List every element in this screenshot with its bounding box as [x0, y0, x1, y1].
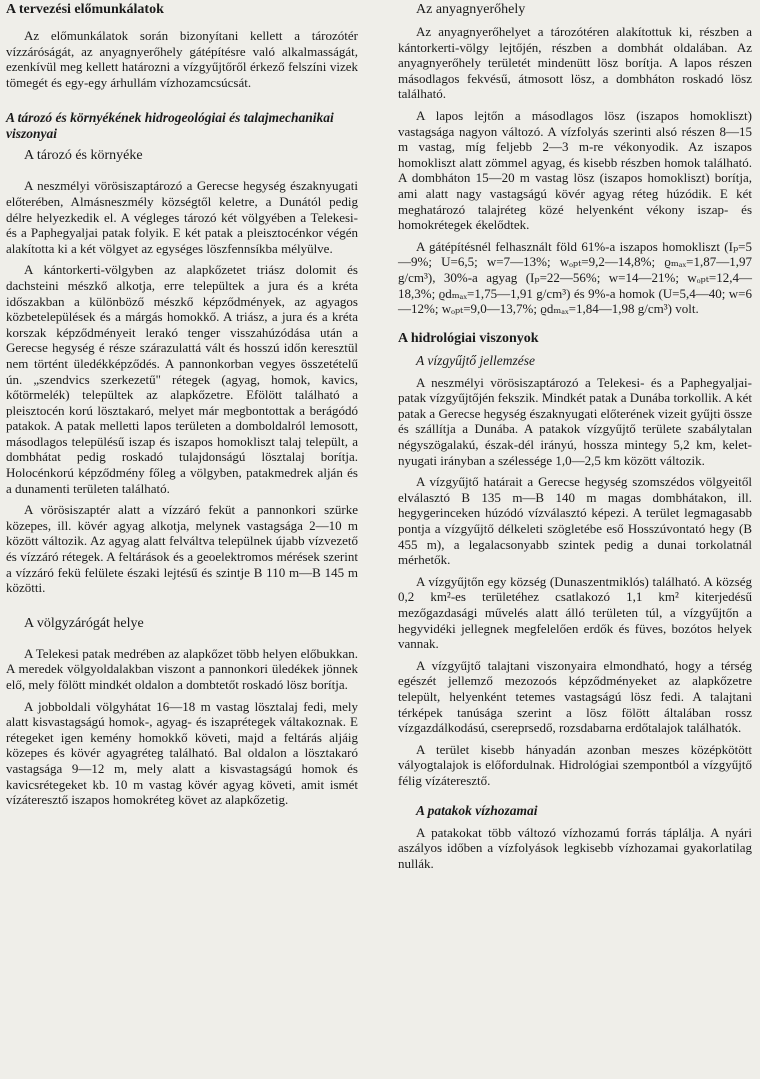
section-heading-hidrogeologiai: A tározó és környékének hidrogeológiai és talajmechanikai viszonyai [6, 110, 334, 142]
section-heading-hidrologiai: A hidrológiai viszonyok [398, 330, 539, 346]
paragraph-vizgyujto-5: A terület kisebb hányadán azonban meszes középkötött vályogtalajok is előfordulnak. Hidrológiai szempontból a vízgyűjtő félig vízáteresztő. [398, 741, 752, 788]
subheading-patakok: A patakok vízhozamai [416, 802, 538, 818]
subheading-tarozo: A tározó és környéke [24, 148, 143, 164]
section-heading-tervezesi: A tervezési előmunkálatok [6, 2, 164, 17]
subheading-vizgyujto: A vízgyűjtő jellemzése [416, 352, 535, 368]
paragraph-elomunkalatok: Az előmunkálatok során bizonyítani kellett a tározótér vízzáróságát, az anyagnyerőhely gátépítésre való alkalmasságát, ezenkívül meg kellett határozni a vízgyűjtőről érkező felszíni vizek tömegét és egy-egy árhullám vízhozamcsúcsát. [6, 28, 358, 90]
paragraph-volgyzaro-1: A Telekesi patak medrében az alapkőzet több helyen előbukkan. A meredek völgyoldalakban viszont a pannonkori üledékek jönnek elő, mely fölött mindkét oldalon a dombtetőt roskadó lösz borítja. [6, 645, 358, 692]
paragraph-tarozo-1: A neszmélyi vörösiszaptározó a Gerecse hegység északnyugati előterében, Almásneszmély községtől keletre, a Dunától pedig délre helyezkedik el. A végleges tározó két völgyében a Telekesi- és a Paphegyaljai patak folyik. E két patak a pleisztocénkor végén alakította ki a két völgyet az egységes löszfennsíkba mélyülve. [6, 178, 358, 256]
paragraph-vizgyujto-4: A vízgyűjtő talajtani viszonyaira elmondható, hogy a térség egészét jellemző mezozoós képződményeket az alapkőzetre települt, helyenként tetemes vastagságú lösz fedi. A talajtani térképek tanúsága szerint a lösz fölött általában rossz vízgazdálkodású, csereprsedő, rozsdabarna erdőtalajok találhatók. [398, 657, 752, 736]
paragraph-anyagnyero-3: A gátépítésnél felhasznált föld 61%-a iszapos homokliszt (Iₚ=5—9%; U=6,5; w=7—13%; wₒₚₜ=9,2—14,8%; ϱₘₐₓ=1,87—1,97 g/cm³), 30%-a agyag (Iₚ=22—56%; w=14—21%; wₒₚₜ=12,4—18,3%; ϱdₘₐₓ=1,75—1,91 g/cm³) és 9%-a homok (U=5,4—40; w=6—12%; wₒₚₜ=9,0—13,7%; ϱdₘₐₓ=1,84—1,98 g/cm³) volt. [398, 238, 752, 317]
paragraph-anyagnyero-1: Az anyagnyerőhelyet a tározótéren alakítottuk ki, részben a kántorkerti-völgy lejtőjén, részben a dombhát oldalában. Az anyagnyerőhely területét mindenütt lösz borítja. A lapos részen másodlagos fekvésű, átmosott lösz, a dombháton roskadó lösz található. [398, 24, 752, 102]
left-column [6, 0, 358, 808]
paragraph-volgyzaro-2: A jobboldali völgyhátat 16—18 m vastag lösztalaj fedi, mely alatt kisvastagságú homok-, agyag- és iszaprétegek váltakoznak. E rétegeket igen kemény homokkő követi, majd a feltárás aljáig közepes és kövér agyagréteg található. Bal oldalon a lösztakaró vastagsága 9—12 m, mely alatt a kisvastagságú homok és kavicsrétegeket kb. 10 m vastag kövér agyag követi, amit ismét vízáteresztő iszapos homokréteg követ az alapkőzetig. [6, 698, 358, 808]
subheading-anyagnyerohely: Az anyagnyerőhely [416, 2, 526, 17]
paragraph-patakok: A patakokat több változó vízhozamú forrás táplálja. A nyári aszályos időben a vízfolyások legkisebb vízhozamai gyakorlatilag nullák. [398, 824, 752, 871]
right-column [398, 0, 752, 871]
paragraph-anyagnyero-2: A lapos lejtőn a másodlagos lösz (iszapos homokliszt) vastagsága nagyon változó. A vízfolyás szerinti alsó részen 8—15 m vastag, míg feljebb 2—3 m-re vékonyodik. Az iszapos homokliszt alatt zömmel agyag, és kisebb részben homok található. A dombháton 15—20 m vastag lösz (iszapos homokliszt) borítja, ami alatt nagy vastagságú kövér agyag réteg húzódik. E két meghatározó talajréteg közé helyenként vékony iszap- és homokrétegek ékelődtek. [398, 107, 752, 233]
paragraph-vizgyujto-2: A vízgyűjtő határait a Gerecse hegység szomszédos völgyeitől elválasztó B 135 m—B 140 m magas dombhátakon, ill. hegygerinceken húzódó vízválasztó képezi. A terület legmagasabb pontja a vízgyűjtő délkeleti szögletébe eső Hosszúvontató hegy (B 455 m), a legalacsonyabb szintek pedig a dunai torkolatnál mérhetők. [398, 474, 752, 568]
paragraph-tarozo-2: A kántorkerti-völgyben az alapkőzetet triász dolomit és dachsteini mészkő alkotja, erre települtek a jura és a kréta időszakban a különböző mészkő képződmények, az agyagos közbetelepülések és a márgás homokkő. A triász, a jura és a kréta korszak képződményeit lerakó tenger visszahúzódása után a Gerecse hegység é része szárazulattá vált és hosszú időn keresztül nem történt üledékképződés. A pannonkorban vegyes összetételű ún. „szendvics szerkezetű" rétegek (agyag, homok, kavics, kőtörmelék) települtek az alapkőzetre. Efölött található a pleisztocén korú lösztakaró, melyet már megbontottak a berágódó patakok. A patak melletti lapos területen a domboldalról lemosott, másodlagos településű iszap és iszapos homokliszt talaj települt, a dombhátat pedig roskadó tulajdonságú lösztalaj borítja. Holocénkorú képződmény főleg a völgyben, patakmedrek alján és a dunamenti területen található. [6, 262, 358, 496]
paragraph-vizgyujto-3: A vízgyűjtőn egy község (Dunaszentmiklós) található. A község 0,2 km²-es területéhez csatlakozó 1,1 km² kiterjedésű mezőgazdasági művelés alatt álló területen túl, a vízgyűjtőn a hegyvidéki jellegnek megfelelően erdők és füves, bozótos helyek vannak. [398, 573, 752, 652]
paragraph-tarozo-3: A vörösiszaptér alatt a vízzáró feküt a pannonkori szürke közepes, ill. kövér agyag alkotja, melynek vastagsága 2—10 m között változik. Az agyag alatt felváltva települnek újabb vízvezető és vízzáró rétegek. A feltárások és a geoelektromos mérések szerint a vízzáró fekü felülete északi lejtésű és szintje B 110 m—B 145 m közötti. [6, 502, 358, 596]
paragraph-vizgyujto-1: A neszmélyi vörösiszaptározó a Telekesi- és a Paphegyaljai-patak vízgyűjtőjén fekszik. Mindkét patak a Dunába torkollik. A két patak a Gerecse hegység északnyugati előterének vizeit gyűjti össze és szállítja a Dunába. A patakok vízgyűjtő területe szabálytalan négyszögalakú, észak-dél irányú, hossza mintegy 5,2 km, kelet-nyugati irányban a szélessége 1,0—2,5 km között változik. [398, 374, 752, 468]
subheading-volgyzarogat: A völgyzárógát helye [24, 615, 144, 631]
